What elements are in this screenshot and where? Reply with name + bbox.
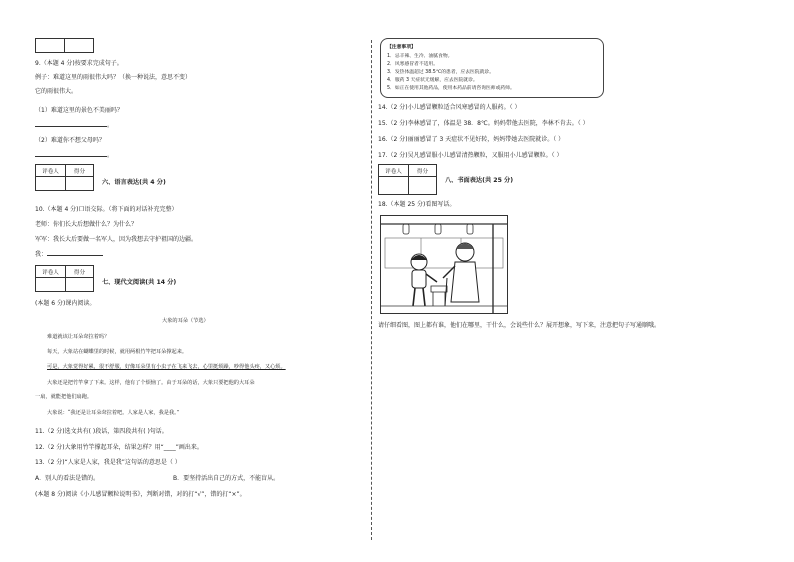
score-box-sec6 <box>35 164 94 191</box>
score-box-sec7 <box>35 265 94 292</box>
notice-item: 4．服药 3 天症状无缓解，应去医院就诊。 <box>387 78 478 83</box>
passage-p5: 大象说：“我还是让耳朵耷拉着吧。人家是人家，我是我。” <box>47 410 180 416</box>
q10-junjun: 军军：我长大后要做一名军人，因为我想去守护祖国的边疆。 <box>35 236 198 243</box>
points-label: 得分 <box>66 165 94 177</box>
points-label: 得分 <box>409 165 437 177</box>
q10-me[interactable]: 我： <box>35 251 103 258</box>
q12: 12.（2 分)大象用竹竿撑起耳朵，结果怎样？用“____”画出来。 <box>35 444 203 451</box>
score-box-sec8 <box>378 164 437 195</box>
notice-item: 1．忌辛辣、生冷、油腻食物。 <box>387 54 453 59</box>
notice-item: 2．风寒感冒者不适用。 <box>387 62 439 67</box>
q18-prompt: 请仔细看图，图上都有谁，他们在哪里，干什么，会说些什么？展开想象，写下来，注意把句子写通顺哦。 <box>378 322 661 329</box>
section-8-title: 八、书面表达(共 25 分) <box>445 177 514 184</box>
section-6-title: 六、语言表达(共 4 分) <box>102 179 166 186</box>
q15: 15.（2 分)李林感冒了，体温是 38．8℃。妈妈带他去医院，李林不肯去。（ ） <box>378 120 589 127</box>
passage-p1: 难道就该让耳朵耷拉着吗？ <box>47 334 110 340</box>
points-label: 得分 <box>66 266 94 278</box>
q9-example: 例子：难道这里的雨很伟大吗？（换一种说法，意思不变） <box>35 74 192 81</box>
q9-item-2: （2）难道你不想父母吗？ <box>35 137 105 144</box>
q13: 13.（2 分)“人家是人家，我是我”这句话的意思是（ ） <box>35 459 181 466</box>
q-medicine-instruction: (本题 8 分)阅读《小儿感冒颗粒说明书》，判断对错，对的打“√”，错的打“×”。 <box>35 491 246 498</box>
q18-title: 18.（本题 25 分)看图写话。 <box>378 201 456 208</box>
q9-answer-line-2[interactable]: 。 <box>35 152 113 159</box>
q9-example-answer: 它的雨很伟大。 <box>35 88 78 95</box>
q13-option-b[interactable]: B．要坚持活出自己的方式，不能盲从。 <box>173 475 280 482</box>
q16: 16.（2 分)丽丽感冒了 3 天症状不见好转，妈妈带她去医院就诊。（ ） <box>378 136 565 143</box>
bus-scene-illustration <box>381 216 507 313</box>
q10-title: 10.（本题 4 分)口语交际。（将下面的对话补充完整） <box>35 206 178 213</box>
passage-p4-cont: 一扇，就能把他们扇跑。 <box>35 394 93 400</box>
passage-p3: 可是，大象觉得好累，很不舒服，好像耳朵里有小虫子在飞来飞去，心里挺烦躁，吵得他头疼，又心烦。 <box>47 364 286 370</box>
notice-box <box>380 38 604 98</box>
notice-item: 3．发热体温超过 38.5℃的患者，应去医院就诊。 <box>387 70 494 75</box>
passage-title: 大象的耳朵（节选） <box>162 318 209 324</box>
notice-title: 【注意事项】 <box>387 45 416 50</box>
q11: 11.（2 分)选文共有( )段话，第四段共有( )句话。 <box>35 428 168 435</box>
q14: 14.（2 分)小儿感冒颗粒适合风寒感冒的人服药。（ ） <box>378 104 521 111</box>
column-divider <box>371 40 372 540</box>
q10-teacher: 老师：你们长大后想做什么？为什么？ <box>35 221 138 228</box>
score-box-top <box>35 38 94 53</box>
q9-answer-line-1[interactable]: 。 <box>35 122 113 129</box>
bus-scene-picture <box>380 215 508 314</box>
q9-item-1: （1）难道这里的景色不美丽吗？ <box>35 107 123 114</box>
notice-item: 5．如正在使用其他药品，使用本药品前请咨询医师或药师。 <box>387 86 515 91</box>
reviewer-label: 评卷人 <box>36 266 66 278</box>
reading-instruction: (本题 6 分)课内阅读。 <box>35 300 96 307</box>
reviewer-label: 评卷人 <box>36 165 66 177</box>
passage-p4: 大象还是把竹竿拿了下来。这样，他有了个烦恼了。由于耳朵的话，大象只要把他的大耳朵 <box>47 380 255 386</box>
q17: 17.（2 分)吴凡感冒服小儿感冒清热颗粒，又服用小儿感冒颗粒。（ ） <box>378 152 563 159</box>
section-7-title: 七、现代文阅读(共 14 分) <box>102 279 177 286</box>
q9-title: 9.（本题 4 分)按要求完成句子。 <box>35 60 123 67</box>
q13-option-a[interactable]: A．别人的看法是错的。 <box>35 475 100 482</box>
reviewer-label: 评卷人 <box>379 165 409 177</box>
passage-p2: 每天，大象站在蝴蝶里的时候，就用两根竹竿把耳朵撑起来。 <box>47 349 188 355</box>
